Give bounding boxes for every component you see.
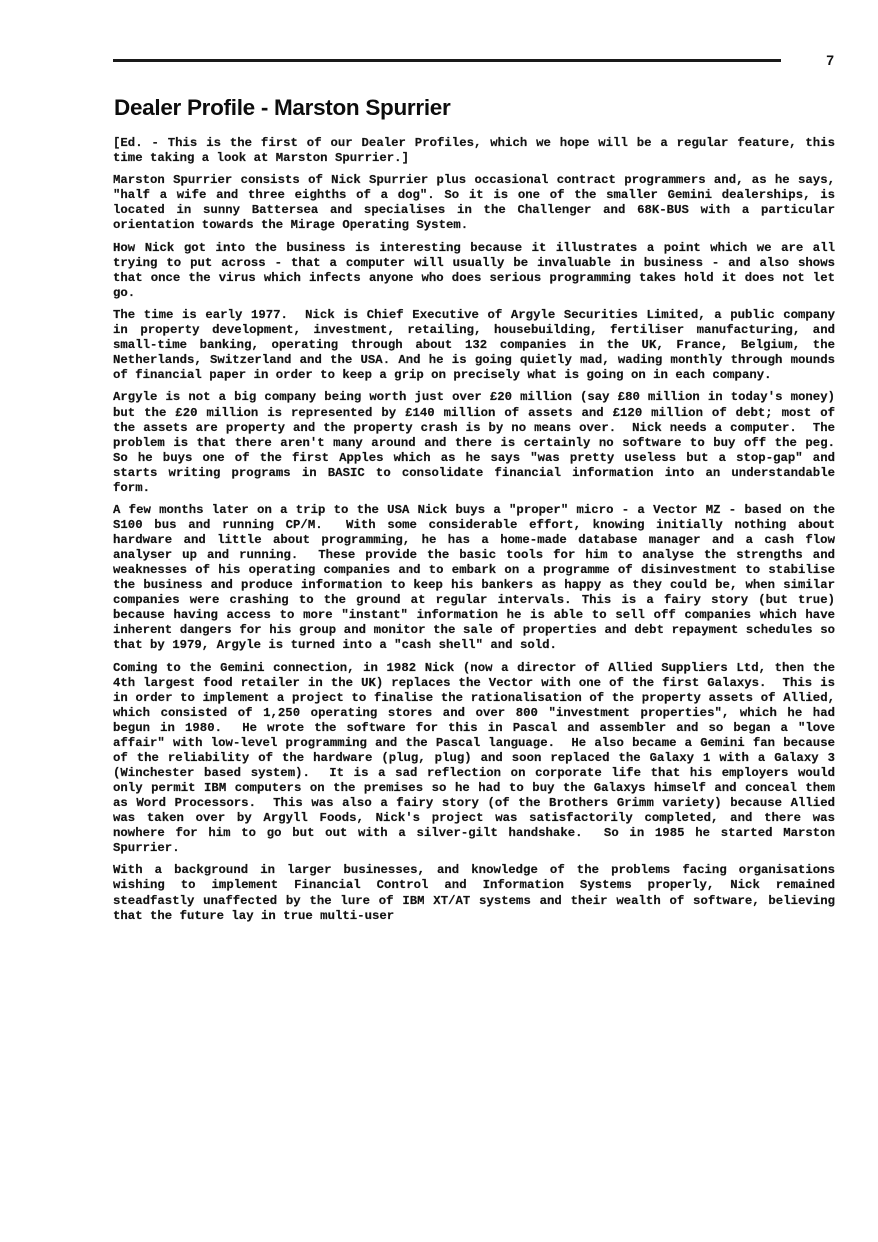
page-header (113, 52, 834, 70)
article-body (113, 136, 850, 924)
page-number: 7 (826, 52, 834, 68)
header-rule (113, 59, 781, 62)
paragraph-vector-mz: A few months later on a trip to the USA Nick buys a "proper" micro - a Vector MZ - based on the S100 bus and running CP/M. With some considerable effort, knowing initially nothing about hardware and little about programming, he has a home-made database manager and a cash flow analyser up and running. These provide the basic tools for him to analyse the strengths and weaknesses of his operating companies and to embark on a programme of disinvestment to stabilise the business and produce information to keep his bankers as happy as they could be, when similar companies were crashing to the ground at regular intervals. This is a fairy story (but true) because having access to more "instant" information he is able to sell off companies which have inherent dangers for his group and monitor the sale of properties and debt repayment schedules so that by 1979, Argyle is turned into a "cash shell" and sold. (113, 502, 843, 653)
paragraph-first-apple: Argyle is not a big company being worth just over £20 million (say £80 million in today's money) but the £20 million is represented by £140 million of assets and £120 million of debt; most of the assets are property and the property crash is by no means over. Nick needs a computer. The problem is that there aren't many around and there is certainly no software to buy off the peg. So he buys one of the first Apples which as he says "was pretty useless but a stop-gap" and starts writing programs in BASIC to consolidate financial information into an understandable form. (113, 390, 850, 495)
article-title: Dealer Profile - Marston Spurrier (114, 95, 451, 121)
paragraph-how-nick-started: How Nick got into the business is interesting because it illustrates a point which we are all trying to put across - that a computer will usually be invaluable in business - and also shows that once the virus which infects anyone who does serious programming takes hold it does not let go. (113, 240, 843, 300)
paragraph-company-overview: Marston Spurrier consists of Nick Spurrier plus occasional contract programmers and, as he says, "half a wife and three eighths of a dog". So it is one of the smaller Gemini dealerships, is located in sunny Battersea and specialises in the Challenger and 68K-BUS with a particular orientation towards the Mirage Operating System. (113, 173, 843, 233)
paragraph-editor-note: [Ed. - This is the first of our Dealer Profiles, which we hope will be a regular feature, this time taking a look at Marston Spurrier.] (113, 136, 843, 166)
paragraph-gemini-connection: Coming to the Gemini connection, in 1982 Nick (now a director of Allied Suppliers Ltd, then the 4th largest food retailer in the UK) replaces the Vector with one of the first Galaxys. This is in order to implement a project to finalise the rationalisation of the property assets of Allied, which consisted of 1,250 operating stores and over 800 "investment properties", which he had begun in 1980. He wrote the software for this in Pascal and assembler and so began a "love affair" with low-level programming and the Pascal language. He also became a Gemini fan because of the reliability of the hardware (plug, plug) and soon replaced the Galaxy 1 with a Galaxy 3 (Winchester based system). It is a sad reflection on corporate life that his employers would only permit IBM computers on the premises so he had to buy the Galaxys himself and conceal them as Word Processors. This was also a fairy story (of the Brothers Grimm variety) because Allied was taken over by Argyll Foods, Nick's project was satisfactorily completed, and there was nowhere for him to go but out with a silver-gilt handshake. So in 1985 he started Marston Spurrier. (113, 660, 843, 856)
paragraph-background-multiuser: With a background in larger businesses, and knowledge of the problems facing organisations wishing to implement Financial Control and Information Systems properly, Nick remained steadfastly unaffected by the lure of IBM XT/AT systems and their wealth of software, believing that the future lay in true multi-user (113, 863, 843, 923)
paragraph-argyle-securities: The time is early 1977. Nick is Chief Executive of Argyle Securities Limited, a public company in property development, investment, retailing, housebuilding, fertiliser manufacturing, and small-time banking, operating through about 132 companies in the UK, France, Belgium, the Netherlands, Switzerland and the USA. And he is going quietly mad, wading monthly through mounds of financial paper in order to keep a grip on precisely what is going on in each company. (113, 308, 843, 383)
